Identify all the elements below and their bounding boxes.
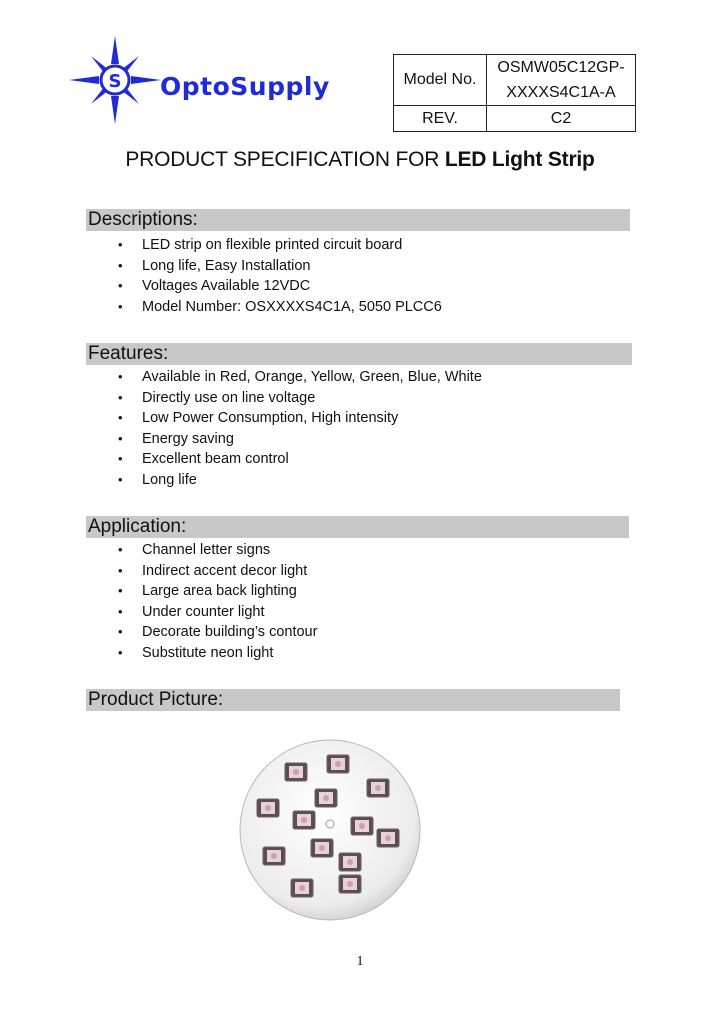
list-item: • Model Number: OSXXXXS4C1A, 5050 PLCC6	[118, 297, 442, 318]
starburst-icon	[69, 36, 161, 124]
model-value-line1: OSMW05C12GP-	[497, 59, 625, 76]
list-item: • Available in Red, Orange, Yellow, Green, Blue, White	[118, 367, 482, 388]
application-list	[118, 540, 317, 663]
list-item: • Large area back lighting	[118, 581, 317, 602]
list-item: • Long life	[118, 470, 482, 491]
rev-label: REV.	[394, 106, 487, 132]
list-item: • Low Power Consumption, High intensity	[118, 408, 482, 429]
led-chip	[351, 817, 373, 835]
led-chip	[339, 853, 361, 871]
list-item: • Under counter light	[118, 602, 317, 623]
descriptions-heading: Descriptions:	[86, 209, 630, 231]
led-chip	[377, 829, 399, 847]
led-chip	[285, 763, 307, 781]
list-item: • Substitute neon light	[118, 643, 317, 664]
list-item: • LED strip on flexible printed circuit board	[118, 235, 442, 256]
brand-name: OptoSupply	[160, 72, 330, 101]
led-chip	[315, 789, 337, 807]
product-picture-heading: Product Picture:	[86, 689, 620, 711]
list-item: • Directly use on line voltage	[118, 388, 482, 409]
title-prefix: PRODUCT SPECIFICATION FOR	[125, 148, 445, 171]
model-label: Model No.	[394, 55, 487, 106]
led-chip	[339, 875, 361, 893]
list-item: • Decorate building’s contour	[118, 622, 317, 643]
led-chip	[293, 811, 315, 829]
led-chip	[327, 755, 349, 773]
led-module-image	[238, 738, 422, 922]
led-chip	[291, 879, 313, 897]
page-number: 1	[356, 954, 364, 969]
list-item: • Indirect accent decor light	[118, 561, 317, 582]
model-info-table	[393, 54, 636, 132]
descriptions-list	[118, 235, 442, 317]
led-chip	[311, 839, 333, 857]
led-chip	[257, 799, 279, 817]
svg-text:S: S	[108, 71, 122, 92]
list-item: • Voltages Available 12VDC	[118, 276, 442, 297]
list-item: • Channel letter signs	[118, 540, 317, 561]
list-item: • Energy saving	[118, 429, 482, 450]
center-hole	[326, 820, 334, 828]
application-heading: Application:	[86, 516, 629, 538]
page-title	[0, 148, 720, 172]
model-value	[487, 55, 636, 106]
features-heading: Features:	[86, 343, 632, 365]
model-value-line2: XXXXS4C1A-A	[506, 84, 616, 101]
led-chip	[263, 847, 285, 865]
list-item: • Excellent beam control	[118, 449, 482, 470]
features-list	[118, 367, 482, 490]
list-item: • Long life, Easy Installation	[118, 256, 442, 277]
rev-value: C2	[487, 106, 636, 132]
title-bold: LED Light Strip	[444, 148, 595, 171]
led-chip	[367, 779, 389, 797]
